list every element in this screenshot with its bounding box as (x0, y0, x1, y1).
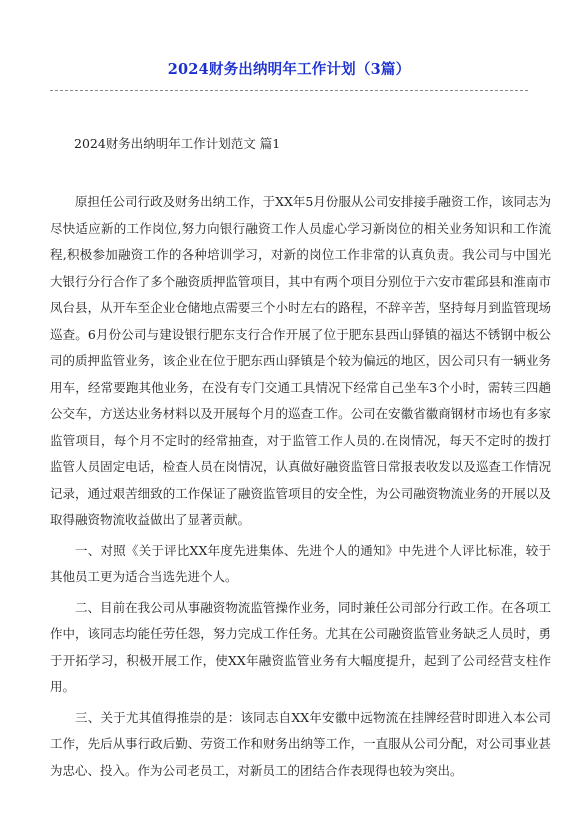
body-paragraph: 二、目前在我公司从事融资物流监管操作业务，同时兼任公司部分行政工作。在各项工作中，该同志均能任劳任怨，努力完成工作任务。尤其在公司融资监管业务缺乏人员时，勇于开拓学习，积极开展工作，使XX年融资监管业务有大幅度提升，起到了公司经营支柱作用。 (50, 599, 551, 694)
document-body (50, 189, 551, 788)
document-title: 2024财务出纳明年工作计划（3篇） (167, 61, 411, 78)
title-divider (50, 90, 528, 91)
section-heading: 2024财务出纳明年工作计划范文 篇1 (74, 136, 281, 151)
body-paragraph: 原担任公司行政及财务出纳工作，于XX年5月份服从公司安排接手融资工作，该同志为尽快适应新的工作岗位,努力向银行融资工作人员虚心学习新岗位的相关业务知识和工作流程,积极参加融资工作的各种培训学习，对新的岗位工作非常的认真负责。我公司与中国光大银行分行合作了多个融资质押监管项目，其中有两个项目分别位于六安市霍邱县和淮南市凤台县，从开车至企业仓储地点需要三个小时左右的路程，不辞辛苦，坚持每月到监管现场巡查。6月份公司与建设银行肥东支行合作开展了位于肥东县西山驿镇的福达不锈钢中板公司的质押监管业务，该企业在位于肥东西山驿镇是个较为偏远的地区，因公司只有一辆业务用车，经常要跑其他业务，在没有专门交通工具情况下经常自己坐车3个小时，需转三四趟公交车，方送达业务材料以及开展每个月的巡查工作。公司在安徽省徽商钢材市场也有多家监管项目，每个月不定时的经常抽查，对于监管工作人员的.在岗情况，每天不定时的拨打监管人员固定电话，检查人员在岗情况，认真做好融资监管日常报表收发以及巡查工作情况记录，通过艰苦细致的工作保证了融资监管项目的安全性，为公司融资物流业务的开展以及取得融资物流收益做出了显著贡献。 (50, 194, 551, 527)
body-paragraph: 一、对照《关于评比XX年度先进集体、先进个人的通知》中先进个人评比标准，较于其他员工更为适合当选先进个人。 (50, 542, 551, 584)
body-paragraph: 三、关于尤其值得推崇的是：该同志自XX年安徽中远物流在挂牌经营时即进入本公司工作，先后从事行政后勤、劳资工作和财务出纳等工作，一直服从公司分配，对公司事业甚为忠心、投入。作为公司老员工，对新员工的团结合作表现得也较为突出。 (50, 709, 551, 778)
